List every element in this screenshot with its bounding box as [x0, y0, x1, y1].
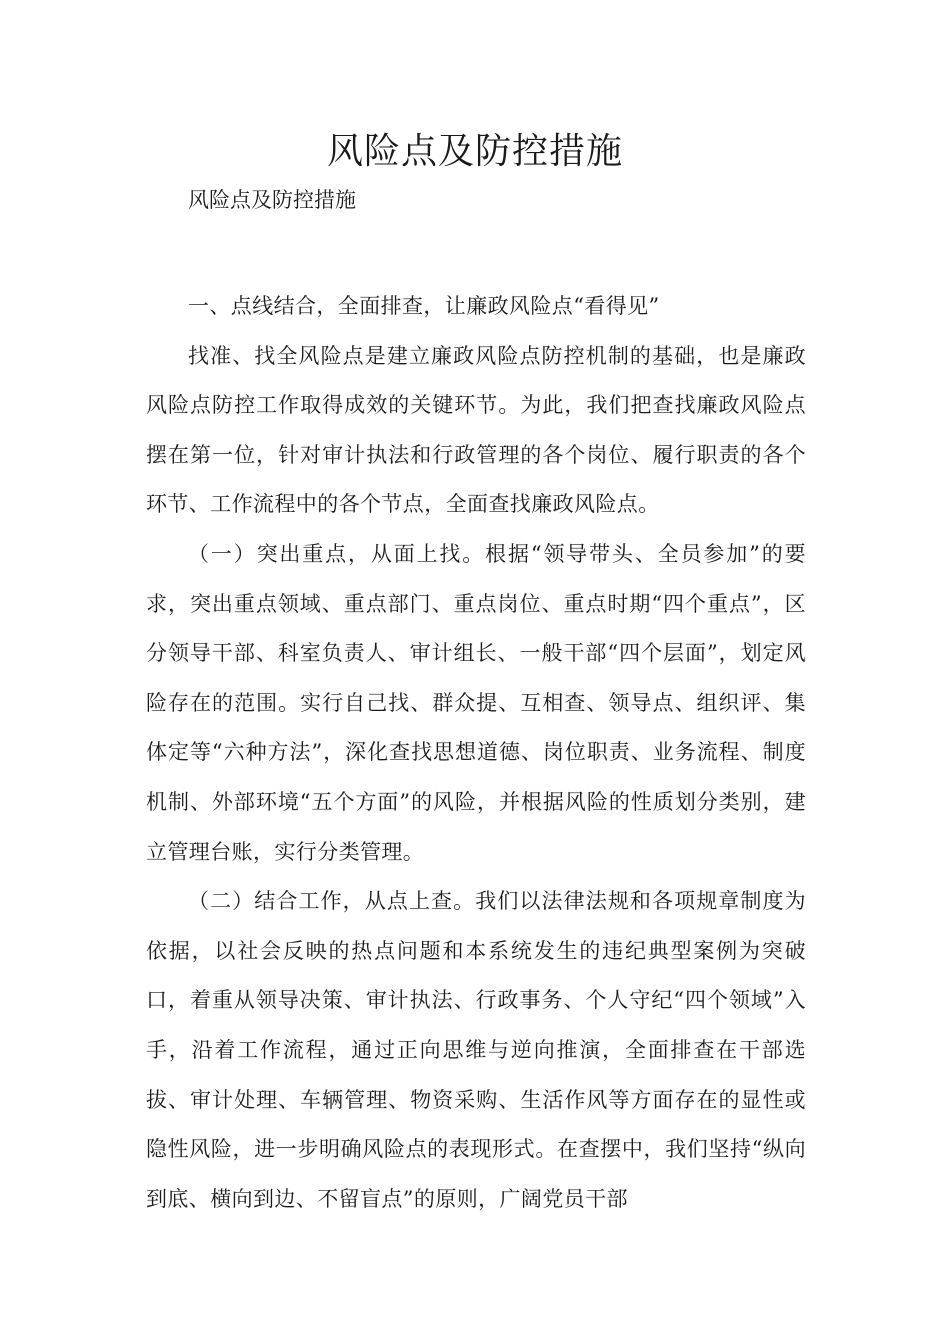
document-body	[146, 282, 806, 1224]
section-heading: 一、点线结合，全面排查，让廉政风险点“看得见”	[188, 294, 660, 318]
document-subtitle: 风险点及防控措施	[188, 188, 356, 212]
document-title: 风险点及防控措施	[326, 131, 623, 172]
body-paragraph: 找准、找全风险点是建立廉政风险点防控机制的基础，也是廉政风险点防控工作取得成效的关键环节。为此，我们把查找廉政风险点摆在第一位，针对审计执法和行政管理的各个岗位、履行职责的各个环节、工作流程中的各个节点，全面查找廉政风险点。	[146, 343, 806, 517]
body-paragraph: （二）结合工作，从点上查。我们以法律法规和各项规章制度为依据，以社会反映的热点问题和本系统发生的违纪典型案例为突破口，着重从领导决策、审计执法、行政事务、个人守纪“四个领域”入手，沿着工作流程，通过正向思维与逆向推演，全面排查在干部选拔、审计处理、车辆管理、物资采购、生活作风等方面存在的显性或隐性风险，进一步明确风险点的表现形式。在查摆中，我们坚持“纵向到底、横向到边、不留盲点”的原则，广阔党员干部	[146, 889, 806, 1211]
body-paragraph: （一）突出重点，从面上找。根据“领导带头、全员参加”的要求，突出重点领域、重点部门、重点岗位、重点时期“四个重点”，区分领导干部、科室负责人、审计组长、一般干部“四个层面”，划定风险存在的范围。实行自己找、群众提、互相查、领导点、组织评、集体定等“六种方法”，深化查找思想道德、岗位职责、业务流程、制度机制、外部环境“五个方面”的风险，并根据风险的性质划分类别，建立管理台账，实行分类管理。	[146, 541, 806, 864]
